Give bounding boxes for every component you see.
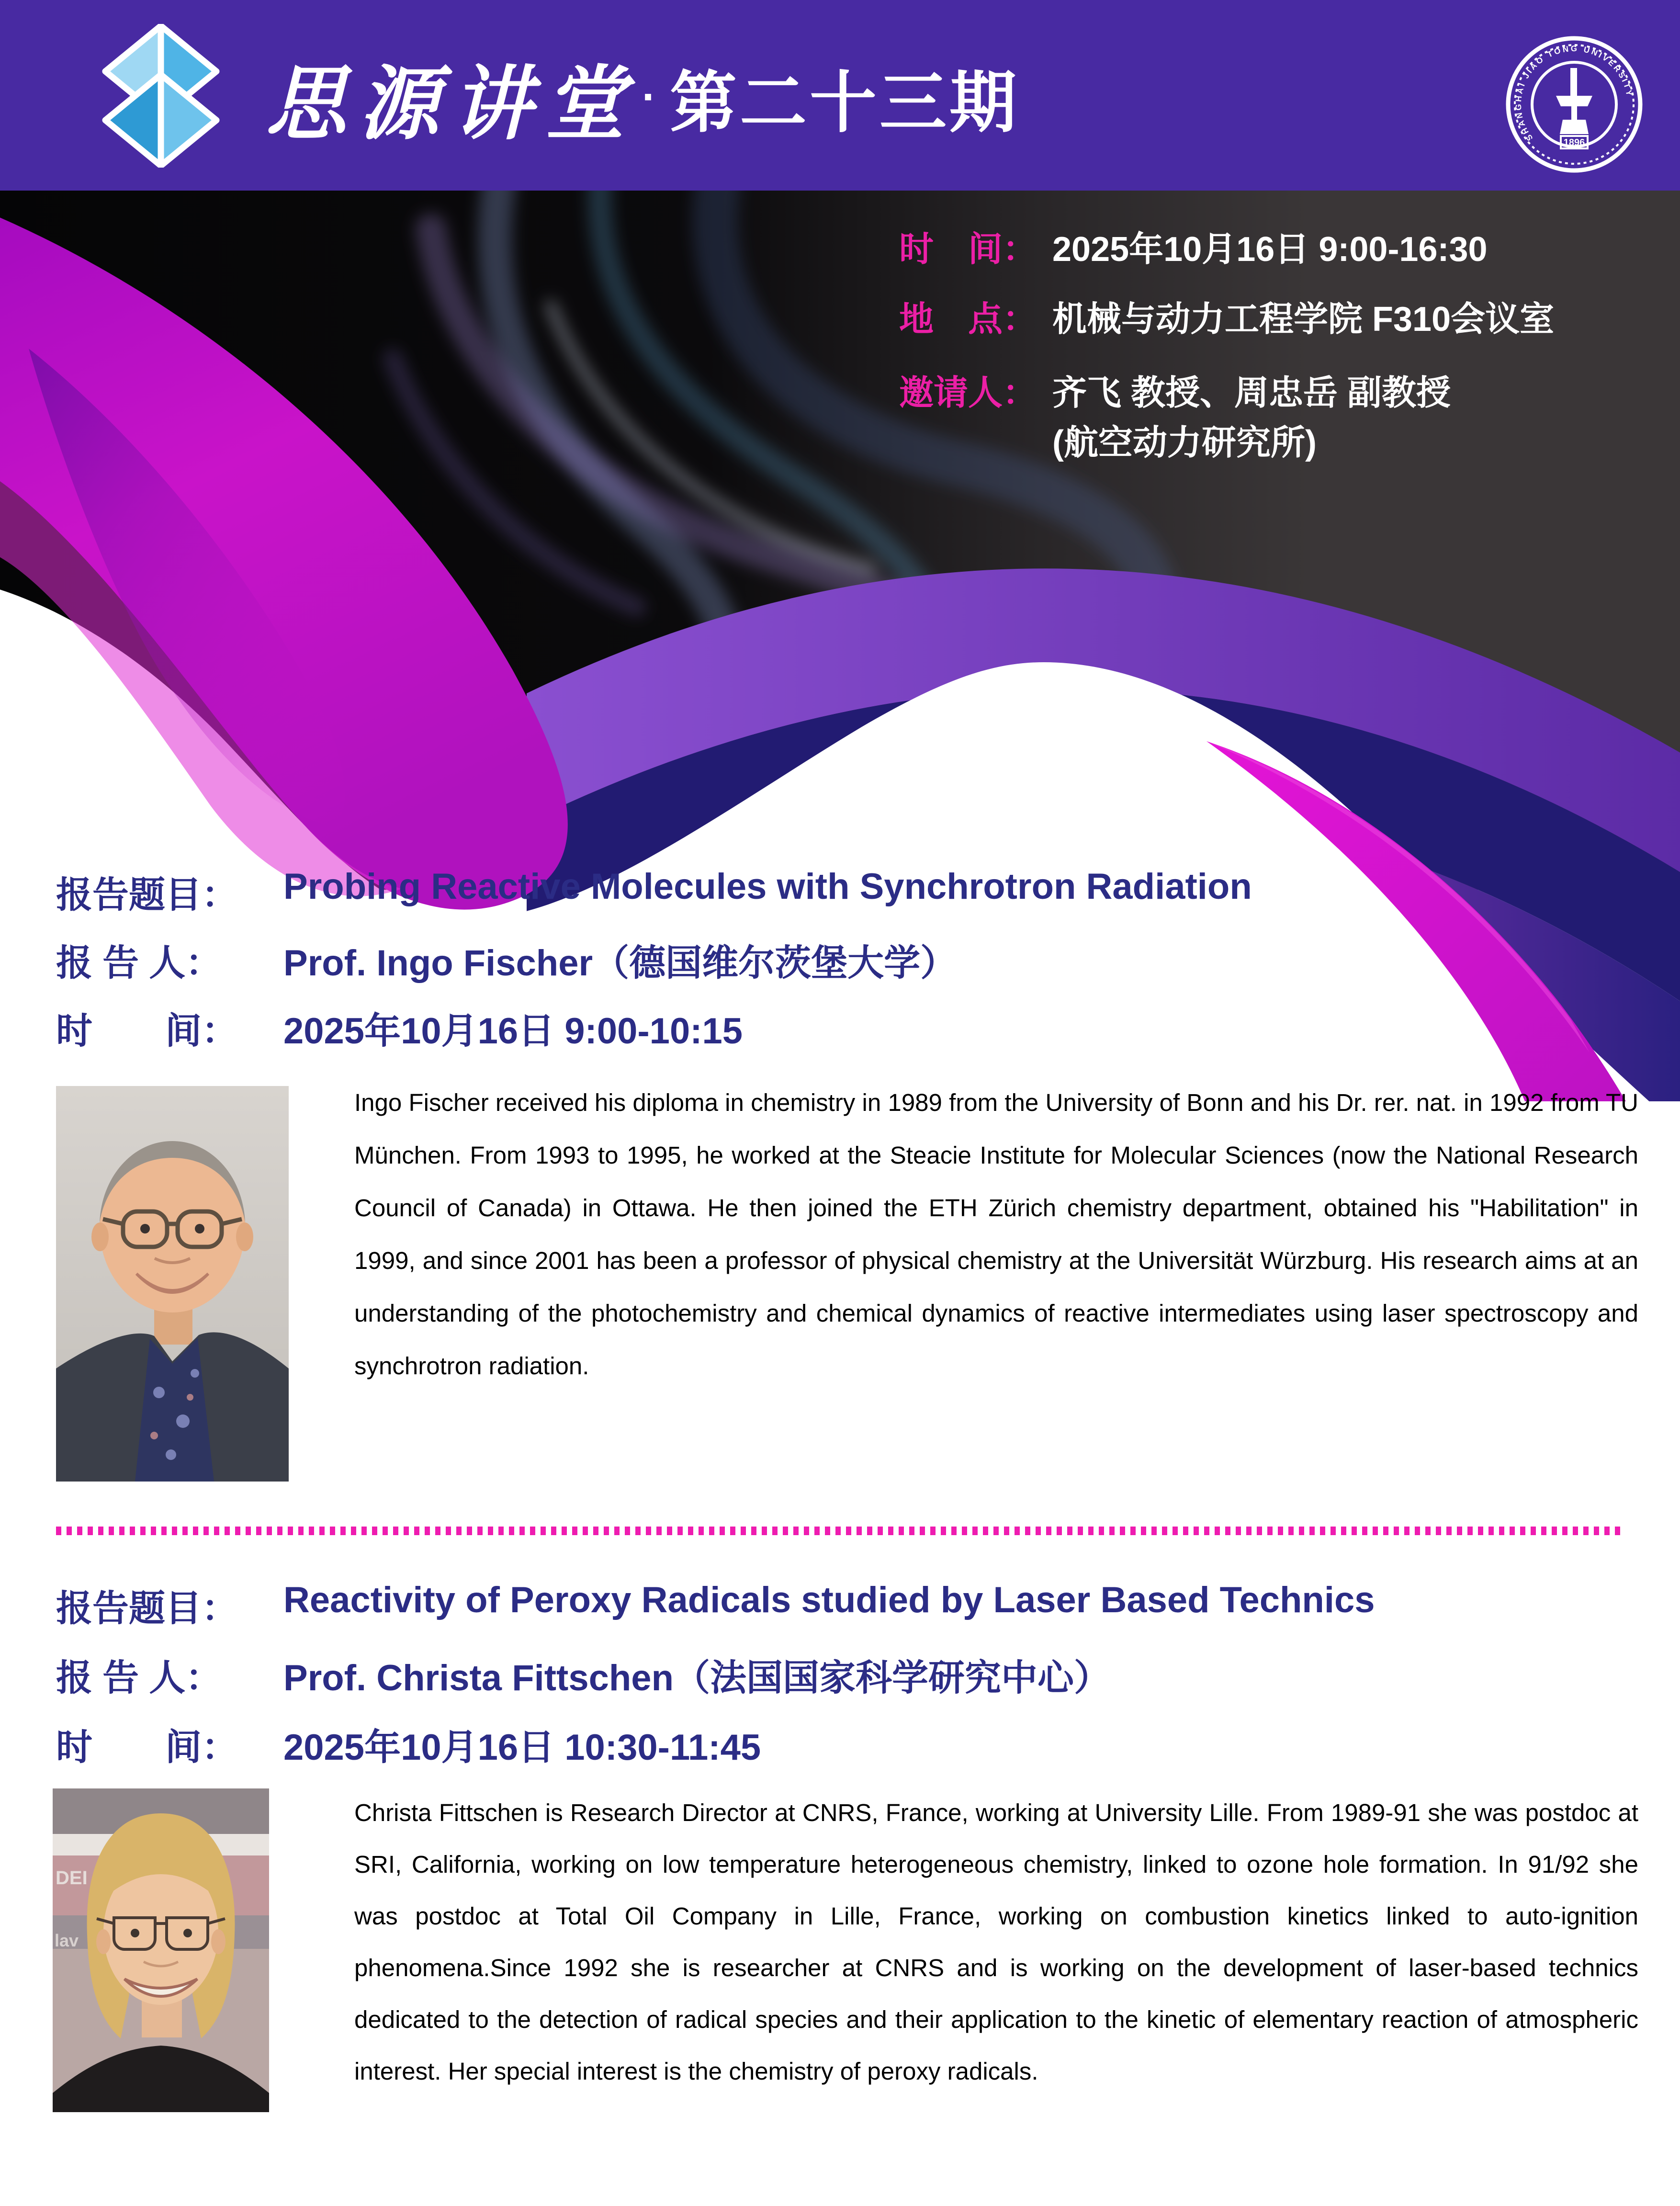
talk2-time-row (56, 1718, 761, 1770)
photo2-bg-text-2: lav (55, 1931, 79, 1950)
talk1-speaker: Prof. Ingo Fischer（德国维尔茨堡大学） (283, 943, 957, 984)
talk2-title-row (56, 1579, 1375, 1631)
speaker2-bio: Christa Fittschen is Research Director at CNRS, France, working at University Lille. From 1989-91 she was postdoc at SRI, California, working on low temperature heterogeneous chemistry, linked to ozone hole formation. In 91/92 she was postdoc at Total Oil Company in Lille, France, working on combustion kinetics linked to auto-ignition phenomena.Since 1992 she is researcher at CNRS and is working on the development of laser-based technics dedicated to the detection of radical species and their application to the kinetic of elementary reaction of atmospheric interest. Her special interest is the chemistry of peroxy radicals. (354, 1799, 1638, 2085)
time-value: 2025年10月16日 9:00-16:30 (1052, 230, 1488, 269)
talk1-title-row (56, 866, 1252, 918)
talk2-time: 2025年10月16日 10:30-11:45 (283, 1727, 761, 1768)
talk1-time-row (56, 1002, 743, 1054)
seal-anvil-icon (1556, 68, 1592, 134)
talk1-speaker-label: 报 告 人： (56, 943, 222, 984)
inviter-value (1052, 365, 1451, 464)
inviter-names: 齐飞 教授、周忠岳 副教授 (1052, 374, 1451, 412)
inviter-institute: (航空动力研究所) (1052, 424, 1317, 462)
speaker2-photo (53, 1788, 269, 2112)
info-row-inviter (899, 365, 1451, 464)
speaker1-bio: Ingo Fischer received his diploma in chemistry in 1989 from the University of Bonn and his Dr. rer. nat. in 1992 from TU München. From 1993 to 1995, he worked at the Steacie Institute for Molecular Sciences (now the National Research Council of Canada) in Ottawa. He then joined the ETH Zürich chemistry department, obtained his "Habilitation" in 1999, and since 2001 has been a professor of physical chemistry at the Universität Würzburg. His research aims at an understanding of the photochemistry and chemical dynamics of reactive intermediates using laser spectroscopy and synchrotron radiation. (354, 1089, 1638, 1380)
talk1-time: 2025年10月16日 9:00-10:15 (283, 1011, 743, 1052)
photo2-bg-text-1: DEI (56, 1867, 88, 1889)
talk2-speaker: Prof. Christa Fittschen（法国国家科学研究中心） (283, 1658, 1110, 1698)
siyuan-logo-icon (98, 24, 224, 168)
header-band (0, 0, 1680, 191)
info-row-location (899, 291, 1554, 341)
sjtu-seal-icon (1504, 34, 1644, 174)
talk1-time-label: 时 间： (56, 1011, 238, 1052)
info-row-time (899, 221, 1488, 271)
location-value: 机械与动力工程学院 F310会议室 (1052, 300, 1555, 339)
seal-year: 1896 (1563, 137, 1585, 148)
speaker1-photo (56, 1086, 289, 1482)
talk2-title-label: 报告题目： (56, 1588, 238, 1629)
inviter-label: 邀请人： (899, 374, 1037, 412)
header-title (266, 42, 1019, 152)
title-separator: · (642, 73, 656, 121)
talk2-time-label: 时 间： (56, 1727, 238, 1768)
section-divider (56, 1527, 1625, 1535)
talk2-speaker-row (56, 1649, 1110, 1701)
talk1-title-label: 报告题目： (56, 875, 238, 916)
talk1-speaker-row (56, 934, 957, 986)
talk2-speaker-label: 报 告 人： (56, 1658, 222, 1698)
talk1-title: Probing Reactive Molecules with Synchrotron Radiation (283, 866, 1252, 907)
time-label: 时 间： (899, 230, 1037, 269)
location-label: 地 点： (899, 300, 1037, 339)
talk2-title: Reactivity of Peroxy Radicals studied by Laser Based Technics (283, 1580, 1375, 1620)
brand-name: 思源讲堂 (266, 56, 637, 151)
seal-university-text: SHANGHAI JIAO TONG UNIVERSITY (1513, 44, 1635, 143)
issue-number: 第二十三期 (669, 65, 1019, 140)
